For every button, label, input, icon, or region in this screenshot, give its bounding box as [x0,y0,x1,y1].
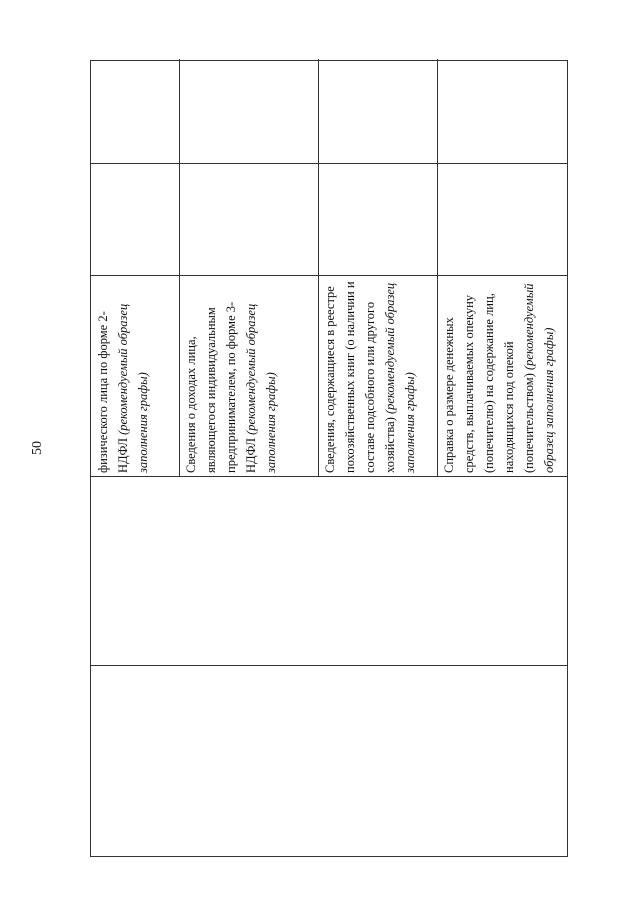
table-cell [91,276,179,477]
column-divider [91,163,567,164]
cell-text-italic: (рекомендуемый образец заполнения графы) [116,303,150,473]
table-cell [318,276,437,477]
cell-text-italic: (рекомендуемый образец заполнения графы) [383,282,417,473]
cell-text: физического лица по форме 2-НДФЛ [96,311,130,473]
table-cell [437,276,569,477]
column-divider [91,665,567,666]
cell-text: Справка о размере денежных средств, выплачиваемых опекуну (попечителю) на содержание лиц, находящихся под опекой (попечительством) [442,293,536,473]
cell-text-italic: (рекомендуемый образец заполнения графы) [244,303,278,473]
cell-text: Сведения, содержащиеся в реестре похозяйственных книг (о наличии и составе подсобного или другого хозяйства) [323,281,397,473]
document-table [90,60,568,857]
table-cell [179,276,318,477]
page-number: 50 [30,441,45,455]
cell-text-italic: (рекомендуемый образец заполнения графы) [522,283,556,473]
cell-text: Сведения о доходах лица, являющегося индивидуальным предпринимателем, по форме 3-НДФЛ [184,301,258,473]
table-rotated-container [90,60,568,857]
